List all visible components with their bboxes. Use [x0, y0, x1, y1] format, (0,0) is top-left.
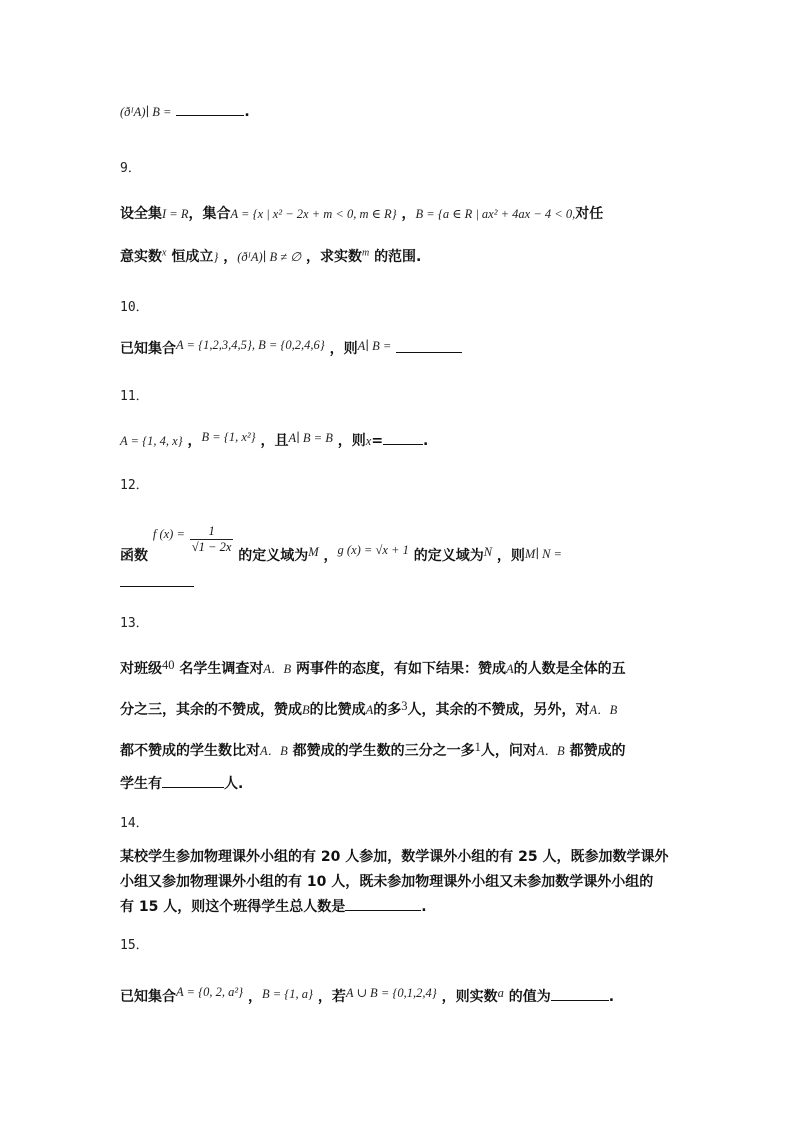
q9-line-2: 意实数$^x$ 恒成立} ，(ðᴵA)∣ B ≠ ∅ ，求实数$^m$ 的范围.: [120, 247, 422, 265]
q13-line-4: 学生有 人.: [120, 776, 244, 792]
q11-line: A = {1, 4, x} ，B = {1, x²} ，且A∣ B = B ，则x= .: [120, 430, 429, 449]
q15-line: 已知集合A = {0, 2, a²} ，B = {1, a} ，若A ∪ B = {0,1,2,4} ，则实数a 的值为 .: [120, 985, 615, 1005]
line-prev-answer: (ðᴵA)∣ B = .: [120, 104, 250, 120]
q14-line-3: 有 15 人，则这个班得学生总人数是 .: [120, 899, 427, 915]
fraction: $\frac{1}{√1 - 2x}$: [191, 524, 232, 554]
q10-line: 已知集合A = {1,2,3,4,5}, B = {0,2,4,6} ，则A∣ B =: [120, 338, 462, 358]
q14-line-1: 某校学生参加物理课外小组的有 20 人参加，数学课外小组的有 25 人，既参加数学课外: [120, 849, 669, 865]
answer-blank[interactable]: [176, 115, 244, 116]
q13-line-1: 对班级40 名学生调查对A．B 两事件的态度，有如下结果：赞成A的人数是全体的五: [120, 658, 626, 677]
q12-line: 函数 f (x) = $\frac{1}{√1 - 2x}$ 的定义域为M ，g (x) = √x + 1 的定义域为N ，则M∣ N =: [120, 524, 562, 564]
question-number-14: 14．: [120, 816, 149, 831]
question-number-12: 12．: [120, 478, 149, 493]
question-number-15: 15．: [120, 938, 149, 953]
q9-line-1: 设全集I = R，集合A = {x | x² − 2x + m < 0, m ∈ R} ，B = {a ∈ R | ax² + 4ax − 4 < 0,对任: [120, 206, 604, 222]
q13-line-3: 都不赞成的学生数比对A．B 都赞成的学生数的三分之一多1人，问对A．B 都赞成的: [120, 740, 626, 759]
answer-blank[interactable]: [383, 444, 423, 445]
answer-blank[interactable]: [396, 352, 462, 353]
question-number-10: 10．: [120, 300, 149, 315]
q14-line-2: 小组又参加物理课外小组的有 10 人，既未参加物理课外小组又未参加数学课外小组的: [120, 874, 654, 890]
q13-line-2: 分之三，其余的不赞成，赞成B的比赞成A的多3人，其余的不赞成，另外，对A．B: [120, 699, 618, 718]
answer-blank[interactable]: [120, 572, 194, 587]
question-number-11: 11．: [120, 389, 149, 404]
answer-blank[interactable]: [345, 910, 421, 911]
set-b-definition: B = {a ∈ R | ax² + 4ax − 4 < 0,: [415, 207, 576, 221]
question-number-13: 13．: [120, 616, 149, 631]
answer-blank[interactable]: [551, 1000, 609, 1001]
question-number-9: 9．: [120, 161, 141, 176]
set-a-definition: A = {x | x² − 2x + m < 0, m ∈ R}: [230, 207, 397, 221]
answer-blank[interactable]: [162, 787, 224, 788]
math-complement-intersection: (ðᴵA)∣ B =: [120, 105, 172, 119]
